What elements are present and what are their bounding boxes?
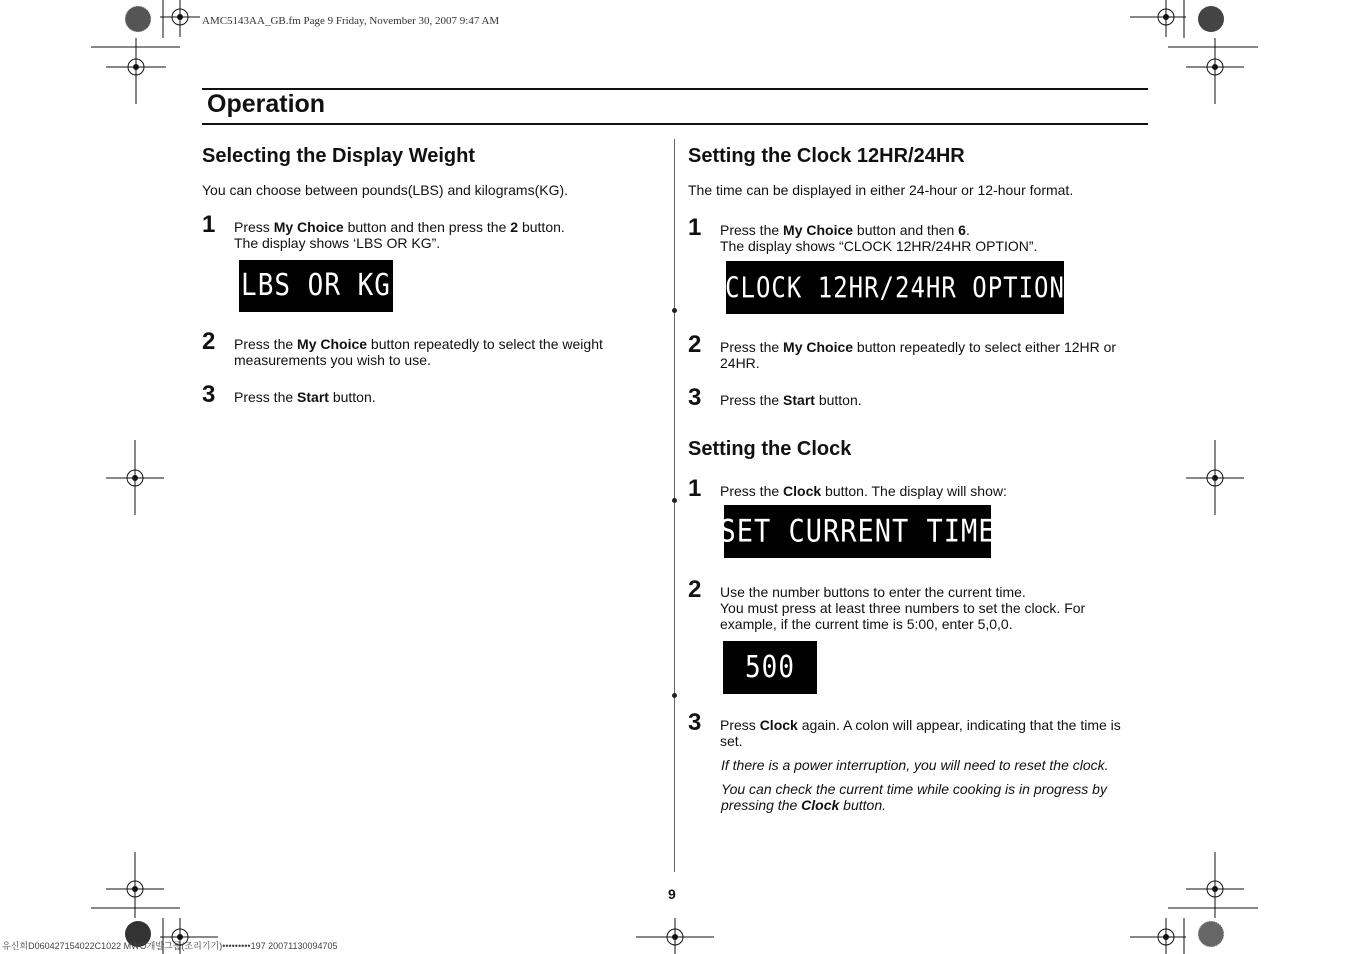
step-number: 1 [688, 214, 702, 241]
step-text: Press the Start button. [234, 389, 376, 405]
step-number: 2 [688, 576, 702, 603]
note-power-interruption: If there is a power interruption, you will need to reset the clock. [721, 757, 1109, 773]
step-number: 1 [202, 211, 216, 238]
step-number: 1 [688, 475, 702, 502]
page-title: Operation [207, 90, 326, 118]
lcd-text: 500 [745, 650, 795, 685]
lcd-text: SET CURRENT TIME [719, 513, 996, 550]
step-text: Press the My Choice button repeatedly to select either 12HR or 24HR. [720, 339, 1117, 371]
step-number: 2 [202, 328, 216, 355]
step-number: 3 [202, 381, 216, 408]
step-number: 3 [688, 384, 702, 411]
step-number: 3 [688, 709, 702, 736]
step-number: 2 [688, 331, 702, 358]
section-heading-display-weight: Selecting the Display Weight [202, 145, 476, 167]
file-header: AMC5143AA_GB.fm Page 9 Friday, November 30, 2007 9:47 AM [202, 15, 500, 27]
step-text: Press the Start button. [720, 392, 862, 408]
page-number: 9 [668, 886, 676, 902]
step-text: Press My Choice button and then press the 2 button. The display shows ‘LBS OR KG”. [234, 219, 565, 251]
section-intro: You can choose between pounds(LBS) and kilograms(KG). [202, 182, 569, 198]
column-divider [674, 139, 675, 872]
lcd-display-500 [723, 641, 817, 694]
lcd-display-clock-option [726, 261, 1064, 314]
lcd-text: CLOCK 12HR/24HR OPTION [725, 270, 1065, 305]
lcd-display-lbs-kg [239, 260, 393, 312]
lcd-display-set-current-time [719, 505, 996, 558]
step-text: Press the Clock button. The display will show: [720, 483, 1007, 499]
step-text: Press the My Choice button and then 6. The display shows “CLOCK 12HR/24HR OPTION”. [720, 222, 1038, 254]
section-heading-clock-12-24: Setting the Clock 12HR/24HR [688, 145, 965, 167]
divider-bullet [672, 308, 677, 313]
title-rule-bottom [202, 123, 1148, 125]
print-footer-code: 유신희D060427154022C1022 MWO개발그룹(조리기기)•••••••••197 20071130094705 [2, 941, 338, 951]
section-heading-setting-clock: Setting the Clock [688, 438, 852, 460]
step-text: Use the number buttons to enter the current time. You must press at least three numbers to set the clock. For example, if the current time is 5:00, enter 5,0,0. [720, 584, 1086, 632]
divider-bullet [672, 693, 677, 698]
lcd-text: LBS OR KG [241, 268, 391, 304]
section-intro: The time can be displayed in either 24-hour or 12-hour format. [688, 182, 1074, 198]
title-rule-top [202, 88, 1148, 90]
note-check-time: You can check the current time while cooking is in progress by pressing the Clock button. [721, 781, 1107, 813]
step-text: Press Clock again. A colon will appear, indicating that the time is set. [720, 717, 1121, 749]
divider-bullet [672, 498, 677, 503]
step-text: Press the My Choice button repeatedly to select the weight measurements you wish to use. [234, 336, 603, 368]
